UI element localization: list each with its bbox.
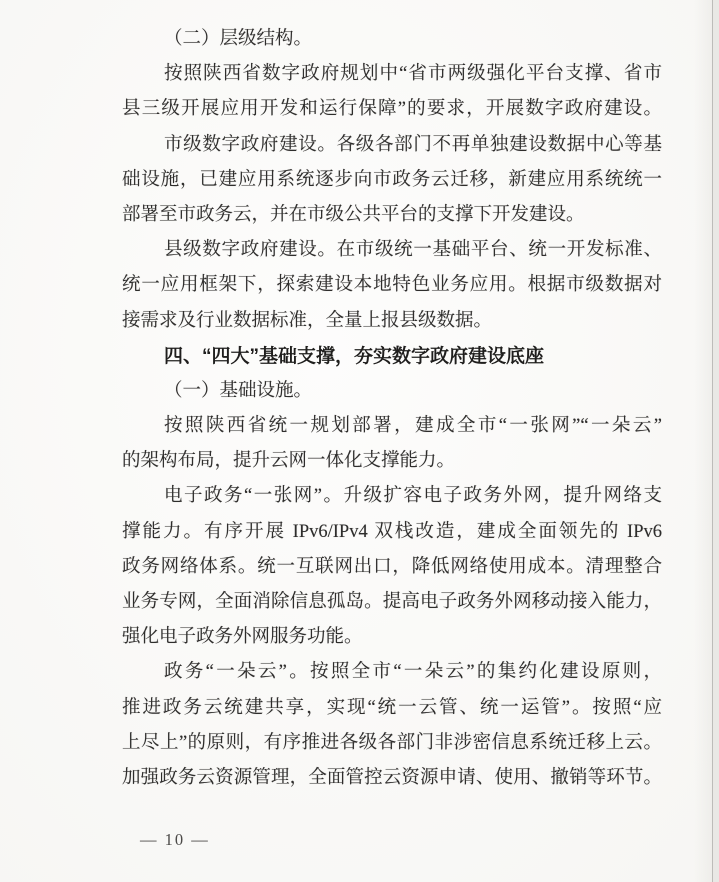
page-number: — 10 —	[140, 830, 210, 849]
text-line: 的架构布局，提升云网一体化支撑能力。	[122, 451, 456, 472]
text-line: 上尽上”的原则，有序推进各级各部门非涉密信息系统迁移上云。	[122, 732, 662, 753]
page-edge-gradient	[694, 0, 712, 882]
text-line: 撑能力。有序开展 IPv6/IPv4 双栈改造，建成全面领先的 IPv6	[122, 521, 662, 542]
text-line: 县级数字政府建设。在市级统一基础平台、统一开发标准、	[164, 240, 662, 261]
text-line: （一）基础设施。	[164, 380, 313, 401]
text-line: 业务专网，全面消除信息孤岛。提高电子政务外网移动接入能力，	[122, 592, 662, 612]
text-lines	[122, 22, 662, 796]
text-line: （二）层级结构。	[164, 29, 313, 49]
text-line: 础设施，已建应用系统逐步向市政务云迁移，新建应用系统统一	[122, 169, 662, 190]
text-line: 强化电子政务外网服务功能。	[122, 627, 363, 648]
text-line: 部署至市政务云，并在市级公共平台的支撑下开发建设。	[122, 204, 585, 225]
page-edge-shadow	[712, 0, 719, 882]
text-line: 推进政务云统建共享，实现“统一云管、统一运管”。按照“应	[122, 697, 662, 718]
text-line: 加强政务云资源管理，全面管控云资源申请、使用、撤销等环节。	[122, 767, 662, 788]
text-line: 接需求及行业数据标准，全量上报县级数据。	[122, 310, 493, 331]
text-line: 统一应用框架下，探索建设本地特色业务应用。根据市级数据对	[122, 275, 662, 296]
text-line: 政务“一朵云”。按照全市“一朵云”的集约化建设原则，	[164, 662, 662, 683]
text-line: 按照陕西省统一规划部署，建成全市“一张网”“一朵云”	[164, 416, 662, 437]
text-line: 市级数字政府建设。各级各部门不再单独建设数据中心等基	[164, 134, 662, 155]
section-heading-line: 四、“四大”基础支撑，夯实数字政府建设底座	[164, 345, 545, 367]
text-line: 电子政务“一张网”。升级扩容电子政务外网，提升网络支	[164, 486, 662, 507]
text-line: 政务网络体系。统一互联网出口，降低网络使用成本。清理整合	[122, 556, 662, 577]
text-line: 按照陕西省数字政府规划中“省市两级强化平台支撑、省市	[164, 64, 662, 85]
text-line: 县三级开展应用开发和运行保障”的要求，开展数字政府建设。	[122, 99, 662, 120]
